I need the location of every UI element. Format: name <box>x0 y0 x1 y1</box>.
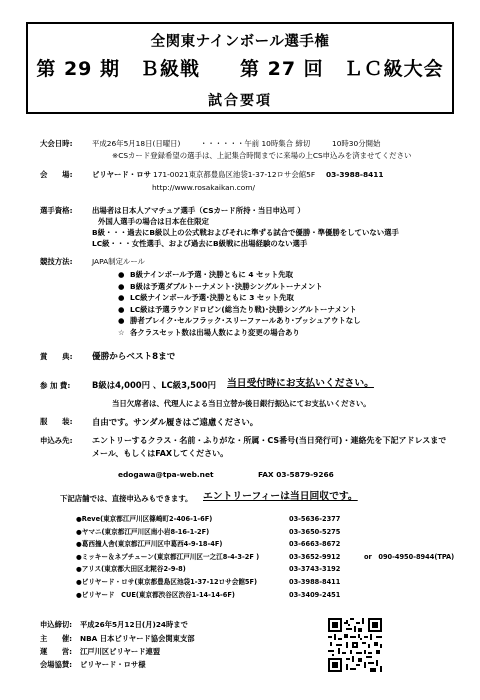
fee-emphasis: 当日受付時にお支払いください。 <box>227 378 374 389</box>
admin-label: 運 営: <box>40 647 73 656</box>
footer-host <box>40 634 195 645</box>
footer-admin <box>40 647 161 658</box>
venue-address: 171-0021東京都豊島区池袋1-37-12ロサ会館5F <box>153 170 316 179</box>
deadline-value: 平成26年5月12日(月)24時まで <box>80 620 188 629</box>
method-item: ☆ 各クラスセット数は出場人数により変更の場合あり <box>118 327 300 337</box>
list-item: ●ミッキー＆ネプチューン(東京都江戸川区一之江8-4-3-2F ) 03-3652-9912 or 090-4950-8944(TPA) <box>76 552 455 561</box>
venue-url-link[interactable]: http://www.rosakaikan.com/ <box>152 183 255 192</box>
date-value: 平成26年5月18日(日曜日) <box>92 139 181 148</box>
fee-note: 当日欠席者は、代理人による当日立替か後日銀行振込にてお支払いください。 <box>112 399 371 408</box>
stores-header-text: 下記店舗では、直接申込みもできます。 <box>60 494 193 503</box>
prize-label: 賞 典: <box>40 352 73 361</box>
deadline-label: 申込締切: <box>40 620 73 629</box>
apply-fax: FAX 03-5879-9266 <box>258 470 334 479</box>
admin-value: 江戸川区ビリヤード連盟 <box>80 647 161 656</box>
list-item: ●ヤマニ(東京都江戸川区南小岩8-16-1-2F) 03-3650-5275 <box>76 527 341 536</box>
title-line1: 全関東ナインボール選手権 <box>150 34 330 50</box>
title-line3: 試合要項 <box>208 93 272 109</box>
eligibility-label: 選手資格: <box>40 206 73 215</box>
method-rule: JAPA制定ルール <box>92 257 145 266</box>
host-value: NBA 日本ビリヤード協会関東支部 <box>80 634 195 643</box>
method-item: ● B級は予選ダブルトーナメント･決勝シングルトーナメント <box>118 281 323 291</box>
venue-name: ビリヤード・ロサ <box>92 170 151 179</box>
eligibility-line4: LC級・・・女性選手、および過去にB級戦に出場経験のない選手 <box>92 239 308 248</box>
stores-header-row <box>0 493 480 506</box>
list-item: ●葛西撞人舎(東京都江戸川区中葛西4-9-18-4F) 03-6663-8672 <box>76 540 341 549</box>
apply-email-link[interactable]: edogawa@tpa-web.net <box>118 470 214 479</box>
stores-list <box>76 513 466 601</box>
dress-value: 自由です。サンダル履きはご遠慮ください。 <box>92 417 259 427</box>
fee-row <box>0 380 480 393</box>
method-item: ● 勝者ブレイク･セルフラック･スリーファールあり･プッシュアウトなし <box>118 316 361 325</box>
qr-code-icon <box>328 618 382 672</box>
dress-label: 服 装: <box>40 417 73 426</box>
title-box <box>26 22 454 114</box>
venue-label: 会 場: <box>40 170 73 179</box>
date-start: 10時30分開始 <box>332 139 381 148</box>
apply-label: 申込み先: <box>40 436 73 445</box>
footer-place <box>40 660 146 671</box>
apply-line2: メール、もしくはFAXしてください。 <box>92 449 229 458</box>
stores-header-emphasis: エントリーフィーは当日回収です。 <box>203 491 358 502</box>
eligibility-line1: 出場者は日本人アマチュア選手（CSカード所持・当日申込可 ） <box>92 206 305 215</box>
host-label: 主 催: <box>40 634 73 643</box>
date-label: 大会日時: <box>40 139 73 148</box>
method-label: 競技方法: <box>40 257 73 266</box>
fee-label: 参 加 費: <box>40 381 71 390</box>
fee-value: B級は4,000円 、LC級3,500円 <box>92 380 217 390</box>
method-list <box>118 269 361 338</box>
title-line2: 第 29 期 Ｂ級戦 第 27 回 ＬＣ級大会 <box>36 58 444 80</box>
date-note: ※CSカード登録希望の選手は、上記集合時間までに来場の上CS申込みを済ませてください <box>112 151 412 160</box>
apply-line1: エントリーするクラス・名前・ふりがな・所属・CS番号(当日発行可)・連絡先を下記アドレスまで <box>92 436 447 445</box>
eligibility-line3: B級・・・過去にB級以上の公式戦およびそれに準ずる試合で優勝・準優勝をしていない選手 <box>92 228 399 237</box>
method-item: ● B級ナインボール予選・決勝ともに 4 セット先取 <box>118 270 294 279</box>
list-item: ●ビリヤード・ロサ(東京都豊島区池袋1-37-12ロサ会館5F) 03-3988-8411 <box>76 577 341 586</box>
place-value: ビリヤード・ロサ様 <box>80 660 146 669</box>
prize-value: 優勝からベスト8まで <box>92 352 176 362</box>
date-schedule: ・・・・・・午前 10時集合 締切 <box>200 139 311 148</box>
venue-tel: 03-3988-8411 <box>326 170 384 179</box>
place-label: 会場協賛: <box>40 660 73 669</box>
list-item: ●ビリヤード CUE(東京都渋谷区渋谷1-14-14-6F) 03-3409-2451 <box>76 590 341 599</box>
list-item: ●Reve(東京都江戸川区篠崎町2-406-1-6F) 03-5636-2377 <box>76 515 341 523</box>
eligibility-line2: 外国人選手の場合は日本在住限定 <box>98 217 209 226</box>
footer-deadline <box>40 620 188 631</box>
method-item: ● LC級は予選ラウンドロビン(総当たり戦)･決勝シングルトーナメント <box>118 304 357 314</box>
method-item: ● LC級ナインボール予選･決勝ともに 3 セット先取 <box>118 293 294 302</box>
list-item: ●アリス(東京都大田区北糀谷2-9-8) 03-3743-3192 <box>76 565 341 574</box>
